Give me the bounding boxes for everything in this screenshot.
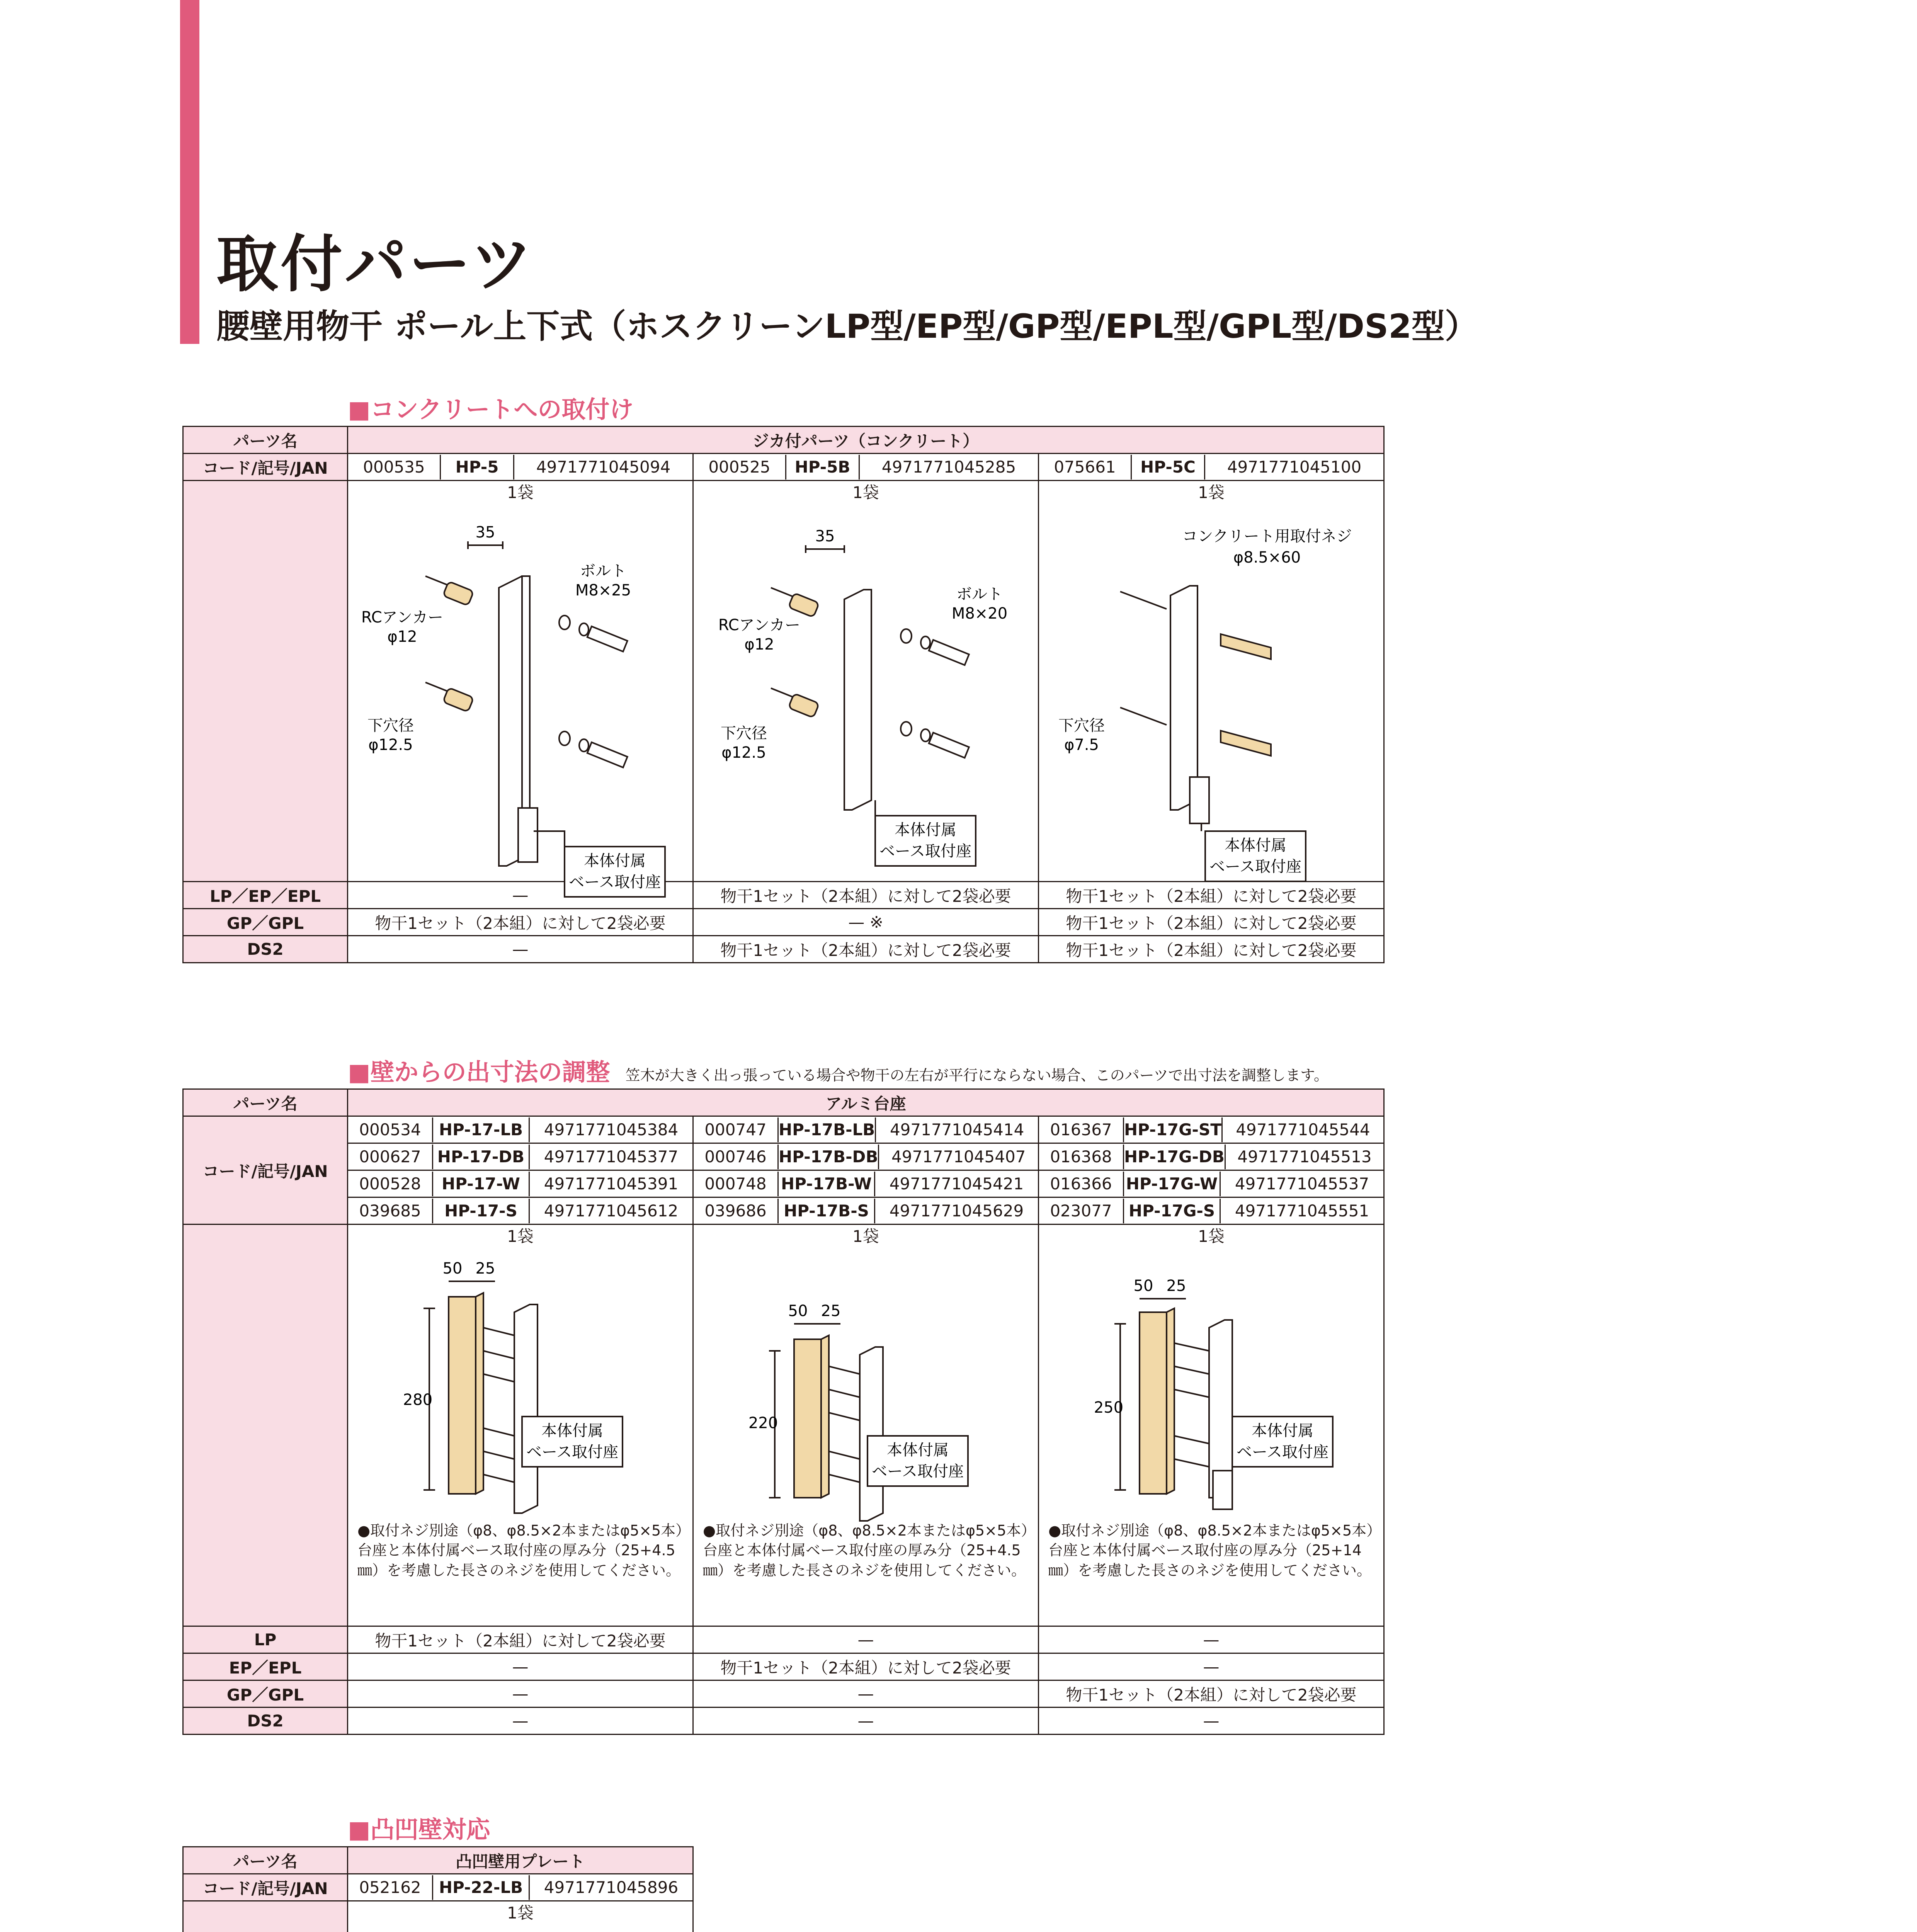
- base-label: 本体付属: [584, 852, 646, 870]
- code-number: 052162: [348, 1875, 433, 1900]
- compat-cell: 物干1セット（2本組）に対して2袋必要: [1039, 1680, 1384, 1708]
- part-title: ジカ付パーツ（コンクリート）: [348, 427, 1384, 454]
- jan-code: 4971771045094: [536, 457, 671, 476]
- bag-label: 1袋: [852, 1227, 879, 1246]
- compat-cell: —: [348, 882, 693, 909]
- base-label: 本体付属: [1252, 1422, 1313, 1440]
- rc-anchor-label: RCアンカー: [718, 616, 801, 634]
- dim-height: 220: [748, 1414, 778, 1432]
- anchor-size: φ12: [387, 628, 417, 646]
- compat-cell: 物干1セット（2本組）に対して2袋必要: [348, 909, 693, 936]
- code-symbol: HP-17G-S: [1124, 1199, 1221, 1223]
- hp5c-illustration: [1039, 507, 1382, 878]
- rc-anchor-label: RCアンカー: [361, 609, 444, 626]
- anchor-size: φ12: [744, 636, 774, 653]
- dim-height: 250: [1094, 1399, 1124, 1417]
- compat-cell: —: [348, 1680, 693, 1708]
- row-label: DS2: [183, 1708, 348, 1735]
- part-name-label: パーツ名: [183, 1847, 348, 1874]
- compat-cell: —: [1039, 1626, 1384, 1653]
- compat-cell: 物干1セット（2本組）に対して2袋必要: [1039, 909, 1384, 936]
- base-label: 本体付属: [541, 1422, 603, 1440]
- code-label: コード/記号/JAN: [183, 454, 348, 481]
- jan-code: 4971771045414: [890, 1120, 1024, 1139]
- hp22-illustration: [348, 1927, 691, 1932]
- heading-text: ■壁からの出寸法の調整: [348, 1058, 610, 1086]
- screw-size: φ8.5×60: [1233, 549, 1301, 566]
- jan-code: 4971771045100: [1227, 457, 1362, 476]
- code-number: 000535: [348, 455, 441, 480]
- jan-code: 4971771045384: [544, 1120, 679, 1139]
- pilot-hole-size: φ12.5: [368, 736, 413, 754]
- code-symbol: HP-17B-DB: [779, 1145, 879, 1169]
- dim-25: 25: [475, 1260, 495, 1277]
- jan-code: 4971771045544: [1236, 1120, 1370, 1139]
- row-label: LP／EP／EPL: [183, 882, 348, 909]
- figure-hp5: [348, 481, 693, 891]
- install-note: ●取付ネジ別途（φ8、φ8.5×2本またはφ5×5本）台座と本体付属ベース取付座の厚み分（25+14㎜）を考慮した長さのネジを使用してください。: [1048, 1522, 1374, 1579]
- code-label: コード/記号/JAN: [183, 1116, 348, 1225]
- compat-cell: 物干1セット（2本組）に対して2袋必要: [693, 882, 1039, 909]
- base-label-2: ベース取付座: [1237, 1443, 1328, 1461]
- page-subtitle: 腰壁用物干 ポール上下式（ホスクリーンLP型/EP型/GP型/EPL型/GPL型/DS2型）: [216, 307, 1478, 346]
- bag-label: 1袋: [1198, 1227, 1225, 1246]
- jan-code: 4971771045896: [544, 1878, 679, 1897]
- compat-cell: 物干1セット（2本組）に対して2袋必要: [693, 936, 1039, 963]
- jan-code: 4971771045612: [544, 1201, 679, 1220]
- compat-cell: —: [348, 1708, 693, 1735]
- code-symbol: HP-17-DB: [433, 1145, 530, 1169]
- code-number: 023077: [1039, 1199, 1124, 1223]
- jan-code: 4971771045513: [1237, 1147, 1372, 1166]
- code-number: 039685: [348, 1199, 433, 1223]
- hp17b-illustration: [694, 1250, 1037, 1521]
- code-number: 000746: [694, 1145, 779, 1169]
- compat-cell: —: [1039, 1708, 1384, 1735]
- part-title: 凸凹壁用プレート: [348, 1847, 693, 1874]
- compat-cell: —: [693, 1708, 1039, 1735]
- jan-code: 4971771045629: [889, 1201, 1024, 1220]
- row-label: LP: [183, 1626, 348, 1653]
- figure-label-cell: [183, 1901, 348, 1932]
- pilot-hole-label: 下穴径: [367, 717, 414, 735]
- section-note: 笠木が大きく出っ張っている場合や物干の左右が平行にならない場合、このパーツで出寸法を調整します。: [625, 1067, 1329, 1084]
- compat-cell: 物干1セット（2本組）に対して2袋必要: [1039, 936, 1384, 963]
- uneven-wall-table: [182, 1846, 694, 1932]
- pilot-hole-size: φ12.5: [721, 744, 766, 762]
- compat-cell: 物干1セット（2本組）に対して2袋必要: [348, 1626, 693, 1653]
- dim-50: 50: [1133, 1277, 1153, 1295]
- figure-hp17b: [693, 1225, 1039, 1626]
- code-number: 000528: [348, 1172, 433, 1196]
- bolt-size: M8×25: [575, 582, 631, 599]
- part-name-label: パーツ名: [183, 427, 348, 454]
- compat-cell: —: [348, 1653, 693, 1680]
- row-label: DS2: [183, 936, 348, 963]
- code-number: 016367: [1039, 1117, 1124, 1142]
- dim-35: 35: [475, 524, 495, 541]
- code-number: 000748: [694, 1172, 779, 1196]
- code-symbol: HP-17G-W: [1124, 1172, 1221, 1196]
- compat-cell: 物干1セット（2本組）に対して2袋必要: [693, 1653, 1039, 1680]
- jan-code: 4971771045407: [891, 1147, 1026, 1166]
- code-number: 016368: [1039, 1145, 1124, 1169]
- code-symbol: HP-17-S: [433, 1199, 530, 1223]
- dim-50: 50: [442, 1260, 463, 1277]
- install-note: ●取付ネジ別途（φ8、φ8.5×2本またはφ5×5本）台座と本体付属ベース取付座の厚み分（25+4.5㎜）を考慮した長さのネジを使用してください。: [703, 1522, 1029, 1579]
- compat-cell: — ※: [693, 909, 1039, 936]
- bolt-size: M8×20: [951, 605, 1008, 622]
- dim-25: 25: [1166, 1277, 1186, 1295]
- code-symbol: HP-17-W: [433, 1172, 530, 1196]
- jan-code: 4971771045421: [889, 1174, 1024, 1193]
- base-label: 本体付属: [887, 1441, 949, 1459]
- code-number: 016366: [1039, 1172, 1124, 1196]
- code-symbol: HP-17B-W: [779, 1172, 875, 1196]
- jan-code: 4971771045551: [1235, 1201, 1369, 1220]
- compat-cell: —: [1039, 1653, 1384, 1680]
- accent-bar: [180, 0, 199, 344]
- bag-label: 1袋: [1198, 483, 1225, 502]
- concrete-screw-label: コンクリート用取付ネジ: [1182, 527, 1352, 545]
- code-number: 000747: [694, 1117, 779, 1142]
- dim-height: 280: [403, 1391, 433, 1409]
- code-symbol: HP-17B-S: [779, 1199, 875, 1223]
- base-label-2: ベース取付座: [1209, 858, 1301, 876]
- code-label: コード/記号/JAN: [183, 1874, 348, 1901]
- part-title: アルミ台座: [348, 1089, 1384, 1116]
- row-label: EP／EPL: [183, 1653, 348, 1680]
- compat-cell: —: [693, 1626, 1039, 1653]
- base-label-2: ベース取付座: [872, 1463, 964, 1480]
- code-symbol: HP-17-LB: [433, 1117, 530, 1142]
- section-heading-offset: [348, 1053, 1328, 1087]
- jan-code: 4971771045537: [1235, 1174, 1369, 1193]
- base-label-2: ベース取付座: [879, 842, 971, 860]
- code-number: 000525: [694, 455, 786, 480]
- offset-parts-table: [182, 1088, 1385, 1735]
- code-number: 000627: [348, 1145, 433, 1169]
- compat-cell: 物干1セット（2本組）に対して2袋必要: [1039, 882, 1384, 909]
- figure-hp5b: [693, 481, 1039, 882]
- compat-cell: —: [693, 1680, 1039, 1708]
- figure-hp17: [348, 1225, 693, 1626]
- bolt-label: ボルト: [956, 585, 1003, 603]
- row-label: GP／GPL: [183, 1680, 348, 1708]
- jan-code: 4971771045377: [544, 1147, 679, 1166]
- section-heading-uneven-wall: ■凸凹壁対応: [348, 1815, 490, 1844]
- bag-label: 1袋: [852, 483, 879, 502]
- jan-code: 4971771045391: [544, 1174, 679, 1193]
- dim-25: 25: [821, 1302, 841, 1320]
- hp5-illustration: [348, 507, 691, 891]
- code-number: 000534: [348, 1117, 433, 1142]
- code-symbol: HP-22-LB: [433, 1875, 530, 1900]
- pilot-hole-label: 下穴径: [1058, 717, 1105, 735]
- dim-50: 50: [788, 1302, 808, 1320]
- base-label-2: ベース取付座: [526, 1443, 618, 1461]
- code-symbol: HP-5C: [1132, 455, 1205, 480]
- bag-label: 1袋: [507, 1903, 534, 1922]
- figure-hp5c: [1039, 481, 1384, 882]
- code-number: 039686: [694, 1199, 779, 1223]
- concrete-parts-table: [182, 426, 1385, 963]
- code-number: 075661: [1039, 455, 1132, 480]
- row-label: GP／GPL: [183, 909, 348, 936]
- code-symbol: HP-17G-ST: [1124, 1117, 1223, 1142]
- part-name-label: パーツ名: [183, 1089, 348, 1116]
- compat-cell: —: [348, 936, 693, 963]
- page-title: 取付パーツ: [216, 228, 535, 300]
- figure-label-cell: [183, 1225, 348, 1626]
- bag-label: 1袋: [507, 483, 534, 502]
- hp5b-illustration: [694, 507, 1037, 878]
- bolt-label: ボルト: [580, 562, 626, 580]
- base-label: 本体付属: [895, 821, 956, 839]
- pilot-hole-size: φ7.5: [1064, 736, 1099, 754]
- pilot-hole-label: 下穴径: [721, 724, 767, 742]
- section-heading-concrete: ■コンクリートへの取付け: [348, 395, 634, 423]
- install-note: ●取付ネジ別途（φ8、φ8.5×2本またはφ5×5本）台座と本体付属ベース取付座の厚み分（25+4.5㎜）を考慮した長さのネジを使用してください。: [357, 1522, 683, 1579]
- code-symbol: HP-5: [441, 455, 514, 480]
- code-symbol: HP-17G-DB: [1124, 1145, 1226, 1169]
- figure-label-cell: [183, 481, 348, 882]
- base-label: 本体付属: [1225, 837, 1286, 854]
- figure-hp22: [348, 1901, 693, 1932]
- jan-code: 4971771045285: [881, 457, 1016, 476]
- hp17g-illustration: [1039, 1250, 1382, 1521]
- code-symbol: HP-17B-LB: [779, 1117, 876, 1142]
- base-label-2: ベース取付座: [569, 873, 661, 891]
- bag-label: 1袋: [507, 1227, 534, 1246]
- code-symbol: HP-5B: [786, 455, 860, 480]
- hp17-illustration: [348, 1250, 691, 1521]
- dim-35: 35: [815, 527, 835, 545]
- figure-hp17g: [1039, 1225, 1384, 1626]
